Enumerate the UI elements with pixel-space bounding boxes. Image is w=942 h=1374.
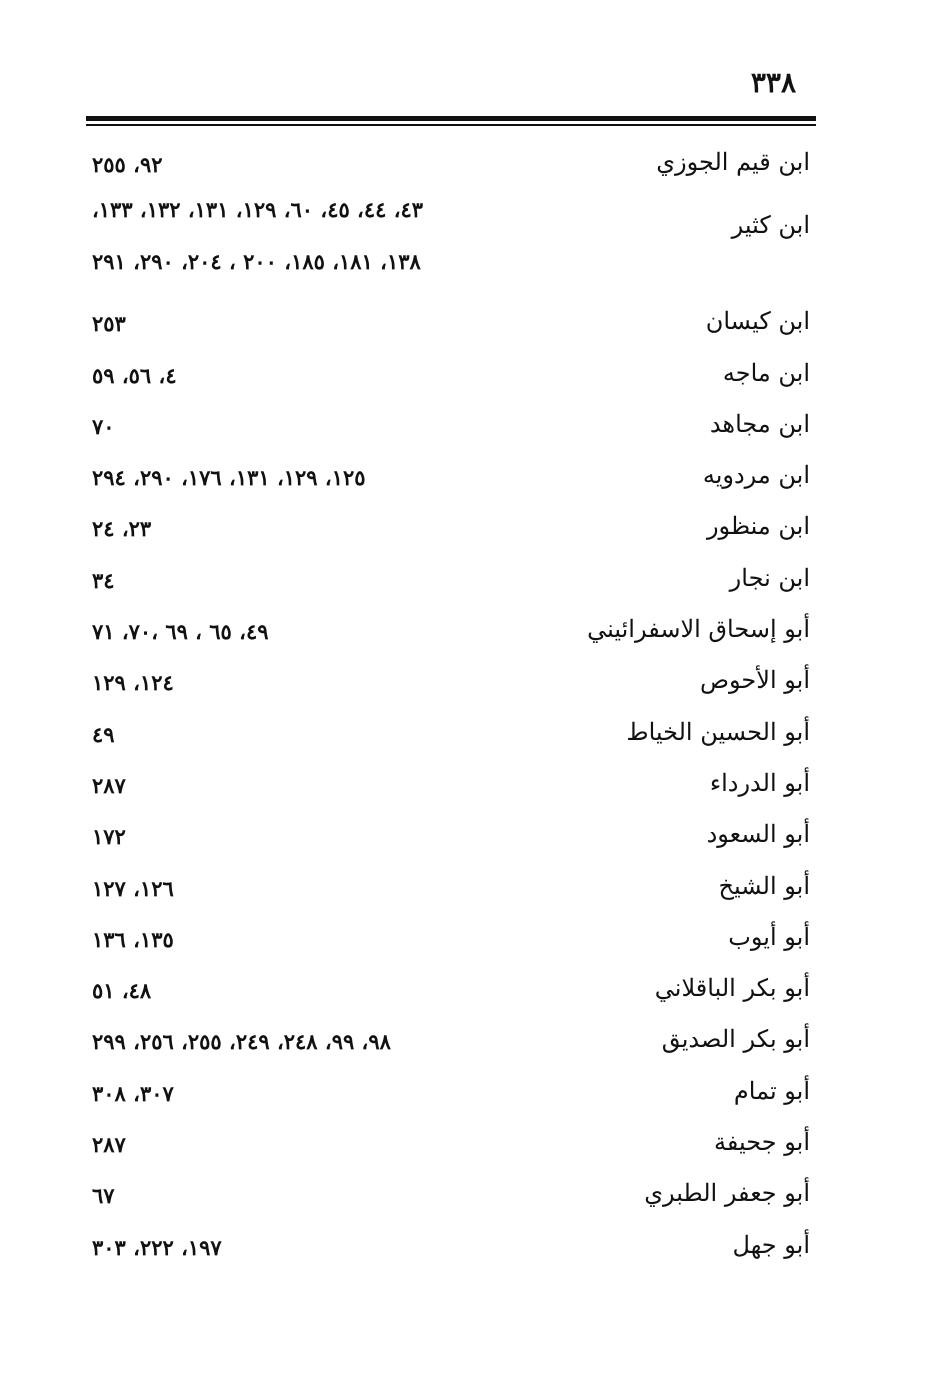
index-entry [86,761,816,812]
entry-pages: ٦٧ [92,1183,115,1209]
index-entry [86,607,816,658]
entry-pages: ١٢٤، ١٢٩ [92,670,174,696]
entry-pages: ٣٤ [92,567,115,593]
entry-pages: ٤، ٥٦، ٥٩ [92,362,177,388]
index-entry [86,504,816,555]
entry-pages: ١٣٥، ١٣٦ [92,926,174,952]
index-entry [86,1223,816,1274]
entry-pages: ٤٩، ٦٥ ، ٦٩ ،٧٠، ٧١ [92,619,269,645]
entry-name: أبو جحيفة [714,1128,810,1157]
entry-name: أبو تمام [733,1076,810,1105]
entry-pages: ٩٨، ٩٩، ٢٤٨، ٢٤٩، ٢٥٥، ٢٥٦، ٢٩٩ [92,1029,391,1055]
entry-pages: ١٧٢ [92,824,126,850]
entry-pages: ٢٨٧ [92,1132,126,1158]
index-entry [86,864,816,915]
entry-pages: ٢٨٧ [92,772,126,798]
entry-name: أبو السعود [706,820,810,849]
entry-pages: ٩٢، ٢٥٥ [92,152,163,177]
index-entry [86,402,816,453]
index-entry [86,812,816,863]
entry-name: ابن منظور [706,512,810,541]
index-entry [86,966,816,1017]
index-entry [86,658,816,709]
entry-name: ابن مجاهد [709,409,810,438]
entry-name: أبو بكر الباقلاني [654,974,810,1003]
entry-name: ابن مردويه [702,461,810,490]
index-entry [86,351,816,402]
index-entry [86,1120,816,1171]
index-entry [86,1171,816,1222]
index-list [86,140,816,1274]
entry-pages: ٤٨، ٥١ [92,978,152,1004]
entry-name: ابن ماجه [722,358,810,387]
entry-name: ابن كثير [731,211,810,240]
entry-pages: ١٢٥، ١٢٩، ١٣١، ١٧٦، ٢٩٠، ٢٩٤ [92,465,366,491]
entry-name: أبو بكر الصديق [661,1025,810,1054]
entry-pages-continued: ١٣٨، ١٨١، ١٨٥، ٢٠٠ ، ٢٠٤، ٢٩٠، ٢٩١ [92,249,421,275]
entry-pages: ١٩٧، ٢٢٢، ٣٠٣ [92,1234,222,1260]
page-number: ٣٣٨ [750,66,796,99]
entry-pages: ٤٩ [92,721,115,747]
entry-name: أبو الدرداء [709,768,810,797]
index-entry [86,191,816,299]
index-entry [86,1017,816,1068]
entry-name: أبو جهل [732,1230,810,1259]
index-entry [86,453,816,504]
index-entry [86,1069,816,1120]
entry-name: أبو الحسين الخياط [626,717,810,746]
header-rule-thin [86,124,816,126]
header-rule-thick [86,116,816,121]
index-entry [86,140,816,191]
entry-name: ابن كيسان [705,307,810,336]
entry-name: أبو الأحوص [700,666,810,695]
entry-name: أبو الشيخ [718,871,810,900]
index-entry [86,915,816,966]
entry-pages: ٤٣، ٤٤، ٤٥، ٦٠، ١٢٩، ١٣١، ١٣٢، ١٣٣، [92,197,424,223]
entry-name: ابن قيم الجوزي [656,148,810,176]
index-entry [86,299,816,350]
entry-name: ابن نجار [729,563,810,592]
entry-name: أبو أيوب [728,922,810,951]
entry-name: أبو جعفر الطبري [644,1179,810,1208]
entry-pages: ٣٠٧، ٣٠٨ [92,1080,174,1106]
entry-pages: ٢٥٣ [92,311,126,337]
index-entry [86,710,816,761]
entry-pages: ١٢٦، ١٢٧ [92,875,174,901]
entry-pages: ٧٠ [92,413,115,439]
entry-name: أبو إسحاق الاسفرائيني [587,615,810,644]
entry-pages: ٢٣، ٢٤ [92,516,152,542]
index-entry [86,556,816,607]
